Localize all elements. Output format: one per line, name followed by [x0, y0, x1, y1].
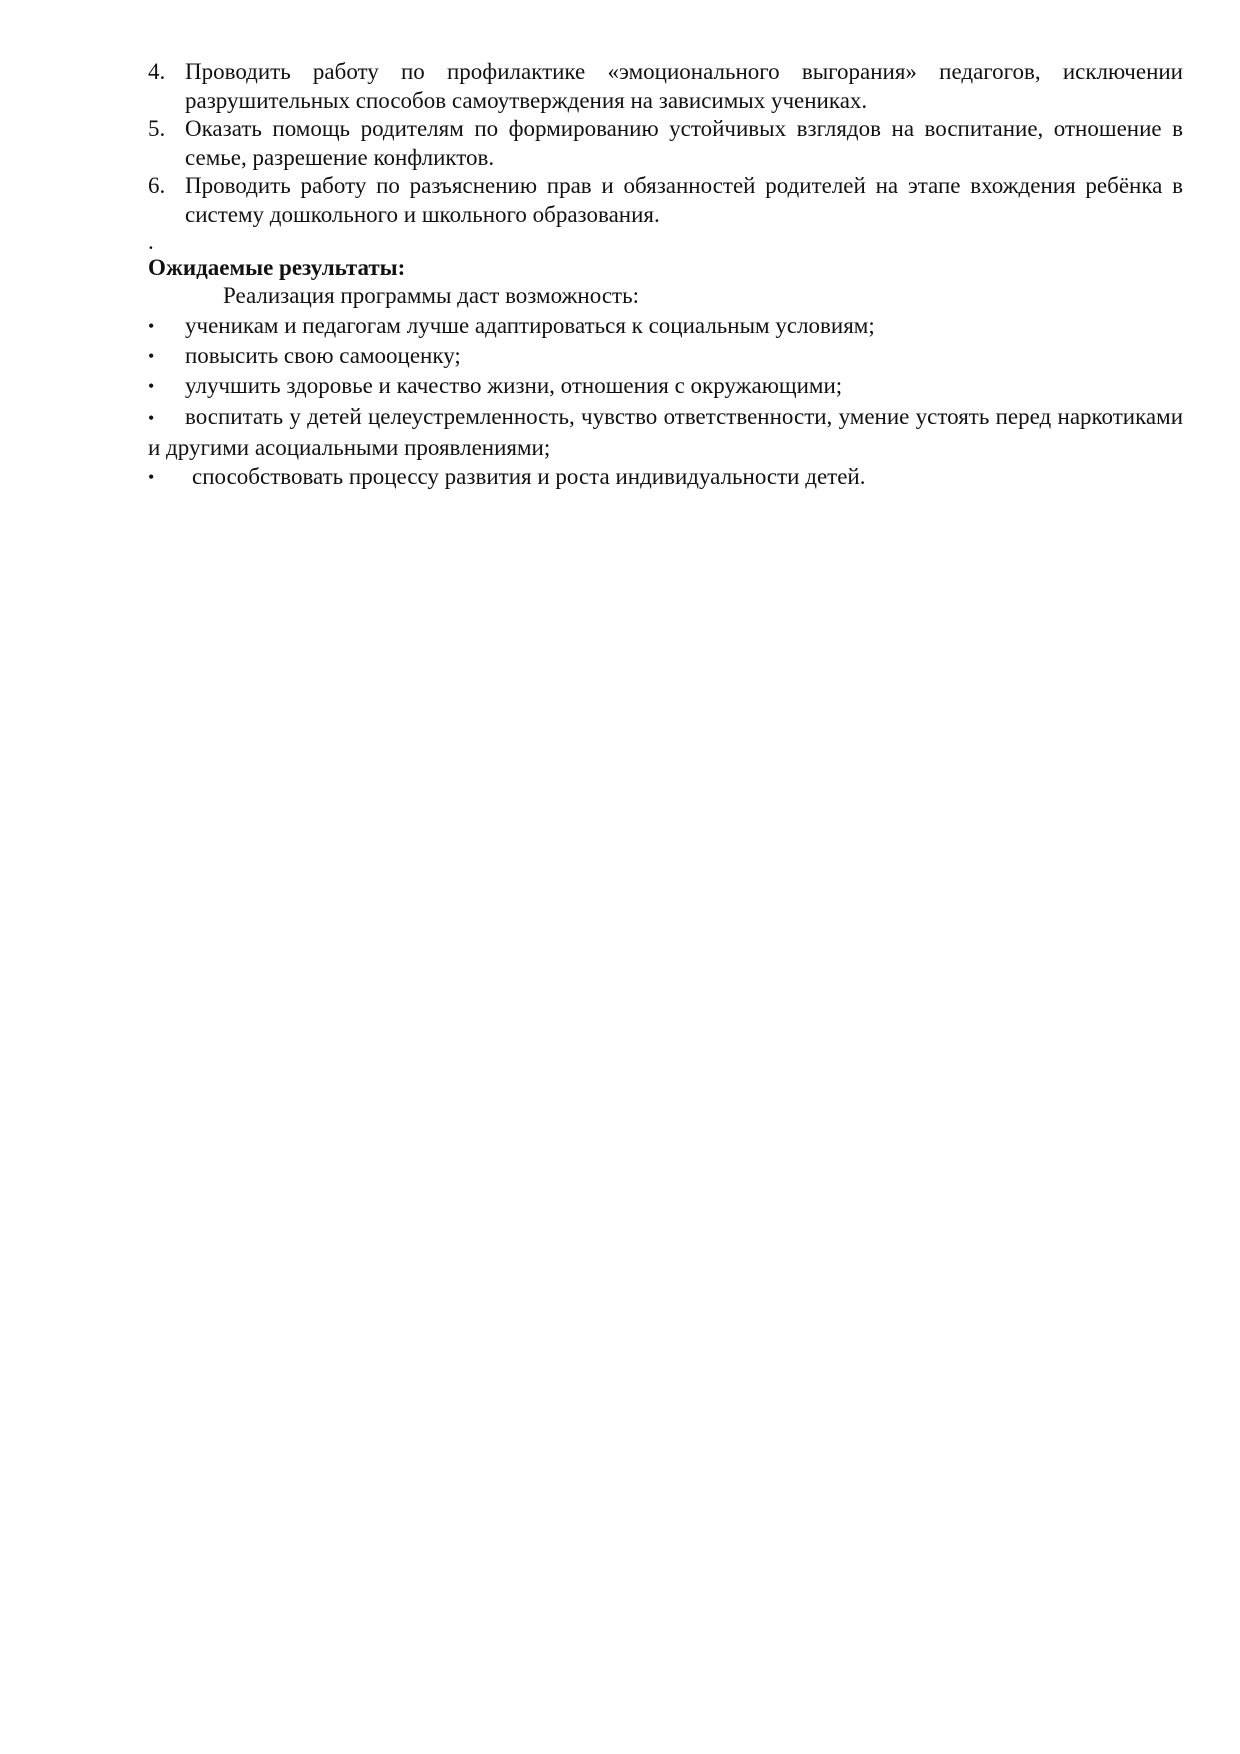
results-intro: Реализация программы даст возможность: [223, 283, 639, 308]
list-item-number: 4. [148, 59, 166, 84]
list-item [148, 462, 1183, 492]
list-item [148, 115, 1183, 172]
tasks-list [148, 58, 1183, 229]
list-item [148, 341, 1183, 371]
document-page [148, 58, 1183, 492]
list-item [148, 58, 1183, 115]
list-item-text: улучшить здоровье и качество жизни, отношения с окружающими; [185, 373, 843, 398]
list-item-text: Оказать помощь родителям по формированию устойчивых взглядов на воспитание, отношение в семье, разрешение конфликтов. [185, 116, 1183, 170]
list-item [148, 402, 1183, 462]
bullet-icon: • [148, 408, 155, 428]
list-item-text: повысить свою самооценку; [185, 343, 461, 368]
list-item-number: 5. [148, 116, 166, 141]
bullet-icon: • [148, 376, 155, 396]
bullet-icon: • [148, 316, 155, 336]
results-heading: Ожидаемые результаты: [148, 255, 406, 280]
separator-dot: . [148, 229, 154, 254]
list-item-text: Проводить работу по профилактике «эмоционального выгорания» педагогов, исключении разрушительных способов самоутверждения на зависимых учениках. [185, 59, 1183, 113]
list-item-text: воспитать у детей целеустремленность, чувство ответственности, умение устоять перед наркотиками и другими асоциальными проявлениями; [148, 404, 1183, 460]
list-item-text: Проводить работу по разъяснению прав и обязанностей родителей на этапе вхождения ребёнка в систему дошкольного и школьного образования. [185, 173, 1183, 227]
list-item [148, 172, 1183, 229]
list-item-text: ученикам и педагогам лучше адаптироваться к социальным условиям; [185, 313, 875, 338]
bullet-icon: • [148, 467, 155, 487]
list-item-number: 6. [148, 173, 166, 198]
list-item-text: способствовать процессу развития и роста индивидуальности детей. [192, 464, 866, 489]
list-item [148, 311, 1183, 341]
bullet-icon: • [148, 346, 155, 366]
list-item [148, 371, 1183, 401]
results-list [148, 311, 1183, 492]
